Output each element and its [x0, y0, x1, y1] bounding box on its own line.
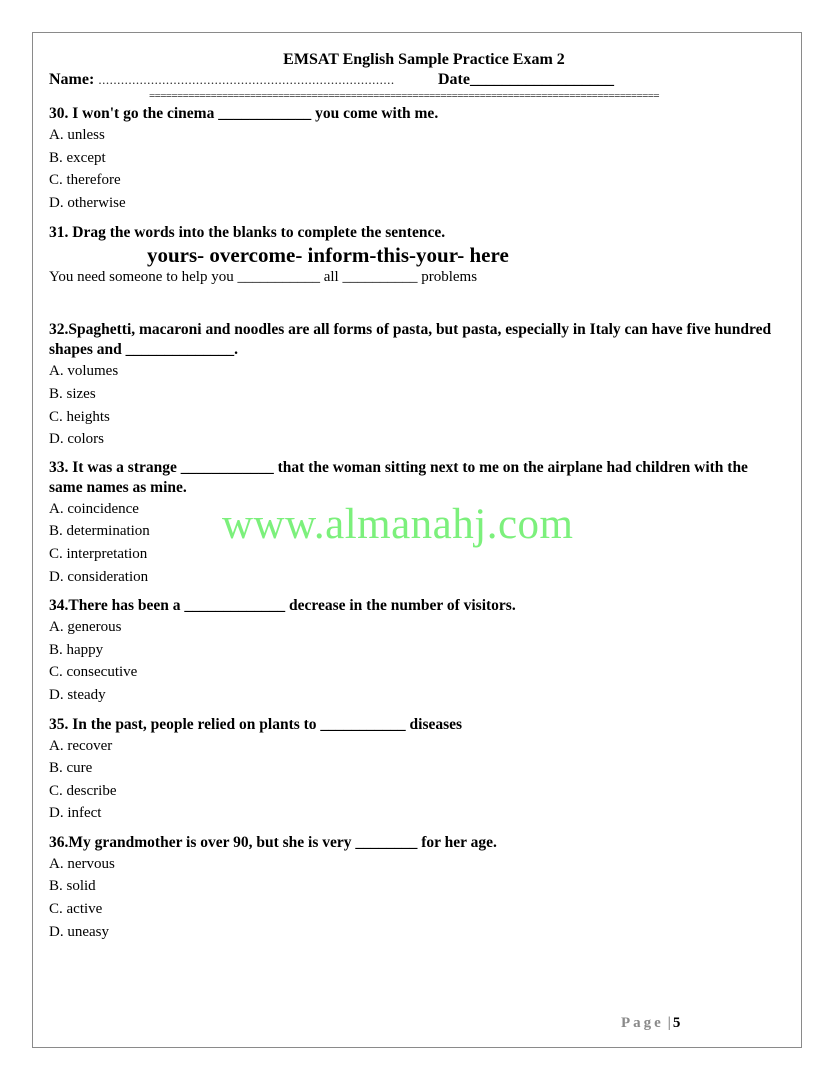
question-text: 30. I won't go the cinema ____________ you come with me.	[49, 105, 439, 122]
option-d: D. consideration	[49, 568, 149, 585]
exam-title: EMSAT English Sample Practice Exam 2	[283, 51, 565, 68]
name-blank: ...............................................................................	[98, 72, 395, 87]
question-34	[49, 596, 779, 706]
option-b: B. determination	[49, 523, 150, 540]
option-a: A. generous	[49, 619, 122, 636]
word-bank: yours- overcome- inform-this-your- here	[147, 243, 509, 268]
option-d: D. colors	[49, 431, 104, 448]
option-a: A. volumes	[49, 363, 119, 380]
option-d: D. uneasy	[49, 923, 109, 940]
question-text: 34.There has been a _____________ decrease in the number of visitors.	[49, 597, 516, 615]
question-36	[49, 833, 779, 943]
question-text: 31. Drag the words into the blanks to complete the sentence.	[49, 224, 446, 242]
option-c: C. describe	[49, 782, 117, 799]
separator-line: ===========================================================================================	[149, 90, 659, 102]
option-b: B. except	[49, 149, 106, 166]
watermark: www.almanahj.com	[222, 501, 574, 548]
option-b: B. solid	[49, 878, 96, 895]
fill-in-sentence: You need someone to help you ___________ all __________ problems	[49, 269, 478, 286]
question-31	[49, 223, 779, 287]
page-number: 5	[672, 1015, 681, 1031]
question-32	[49, 320, 779, 450]
page-divider: |	[667, 1015, 671, 1031]
option-a: A. recover	[49, 737, 113, 754]
question-35	[49, 715, 779, 825]
question-30	[49, 104, 779, 214]
question-text: 32.Spaghetti, macaroni and noodles are all forms of pasta, but pasta, especially in Italy can have five hundred shapes and ______________.	[49, 321, 772, 359]
question-text: 35. In the past, people relied on plants to ___________ diseases	[49, 715, 463, 733]
page-label: Page	[621, 1015, 664, 1031]
option-d: D. steady	[49, 686, 106, 703]
date-label: Date__________________	[438, 71, 614, 88]
option-a: A. unless	[49, 127, 105, 143]
name-date-row	[49, 70, 779, 90]
question-text: 36.My grandmother is over 90, but she is very ________ for her age.	[49, 833, 497, 851]
option-c: C. active	[49, 901, 103, 918]
exam-page	[49, 50, 779, 943]
option-b: B. happy	[49, 641, 104, 658]
option-c: C. consecutive	[49, 664, 138, 681]
page-footer	[621, 1015, 680, 1032]
option-c: C. interpretation	[49, 545, 148, 562]
option-b: B. sizes	[49, 385, 96, 402]
option-a: A. nervous	[49, 855, 115, 872]
name-label: Name:	[49, 71, 95, 88]
option-d: D. otherwise	[49, 194, 126, 211]
option-c: C. heights	[49, 408, 110, 425]
option-b: B. cure	[49, 760, 93, 777]
question-text: 33. It was a strange ____________ that the woman sitting next to me on the airplane had children with the same names as mine.	[49, 458, 748, 496]
option-d: D. infect	[49, 805, 102, 822]
option-c: C. therefore	[49, 172, 121, 189]
option-a: A. coincidence	[49, 500, 139, 517]
